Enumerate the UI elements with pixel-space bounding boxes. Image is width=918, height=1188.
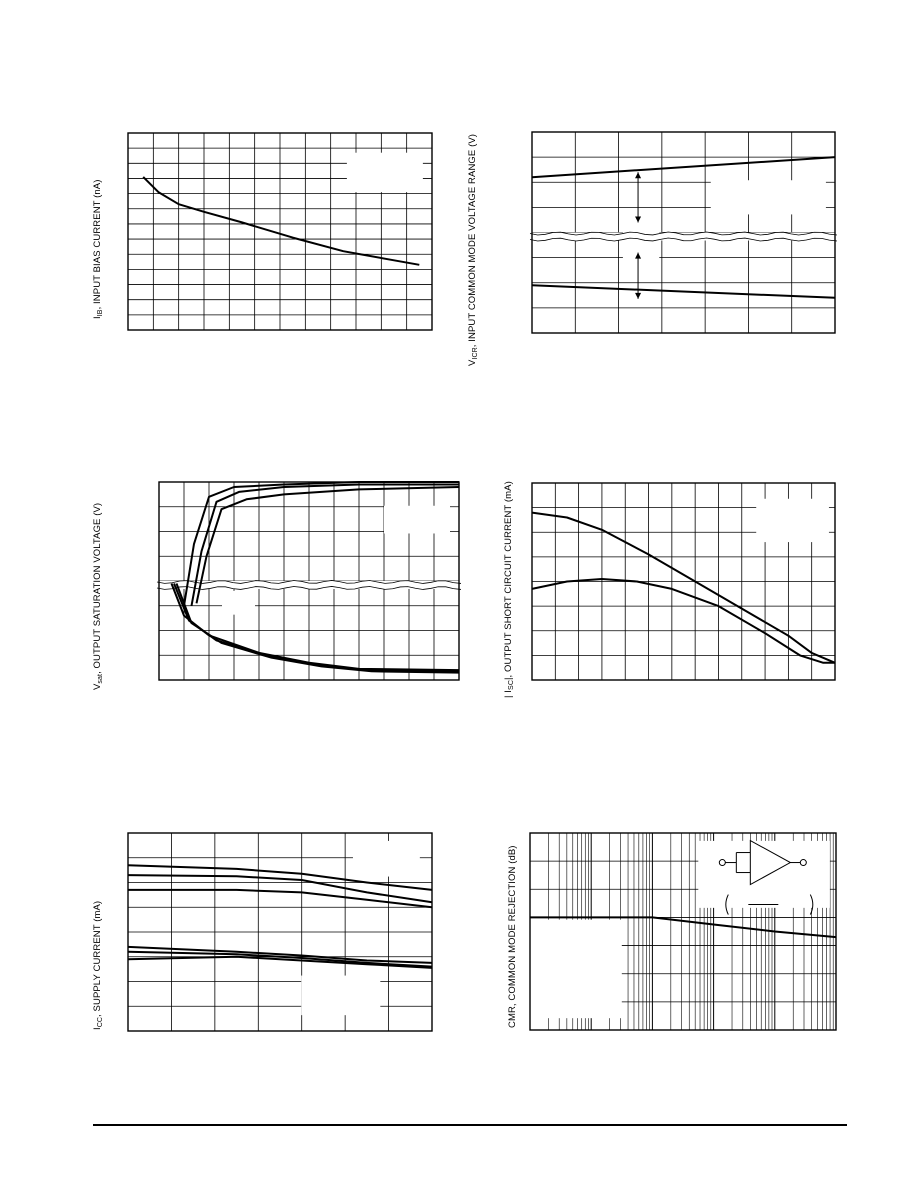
y-axis-label: $I_{CC}$, SUPPLY CURRENT (mA) (92, 900, 104, 1030)
op-amp-output-terminal (800, 860, 806, 866)
series-line-4 (128, 947, 432, 963)
grid (532, 132, 835, 333)
y-axis-label: CMR, COMMON MODE REJECTION (dB) (507, 845, 518, 1028)
plot-svg (60, 820, 440, 1050)
plot-svg (470, 460, 850, 710)
y-axis-label: $V_{sat}$, OUTPUT SATURATION VOLTAGE (V) (92, 502, 104, 690)
supply-current-chart (60, 820, 440, 1050)
y-axis-label: $I_{IB}$, INPUT BIAS CURRENT (nA) (92, 179, 104, 319)
y-axis-label: $V_{ICR}$, INPUT COMMON MODE VOLTAGE RANGE (V) (467, 133, 479, 366)
series-line-5 (174, 584, 459, 672)
series-line-6 (128, 957, 432, 968)
op-amp-input-terminal (719, 860, 725, 866)
series-line-1 (532, 157, 835, 177)
output-saturation-voltage-chart (90, 470, 470, 710)
series-line-6 (177, 584, 460, 673)
footer-rule (93, 1124, 847, 1126)
plot-svg (60, 100, 440, 340)
series-line-2 (128, 875, 432, 902)
annotation-blank (530, 920, 622, 1019)
output-short-circuit-current-chart (470, 460, 850, 710)
annotation-blank (353, 841, 420, 877)
annotation-blank (222, 591, 255, 615)
plot-svg (470, 820, 850, 1050)
annotation-blank (756, 499, 829, 542)
plot-svg (90, 470, 470, 710)
series-line-3 (128, 890, 432, 907)
annotation-blank (384, 506, 450, 534)
annotation-blank (347, 153, 423, 192)
annotation-blank (301, 976, 380, 1016)
arrow-head (635, 293, 641, 299)
annotation-blank (711, 180, 826, 214)
input-common-mode-voltage-chart (467, 100, 850, 390)
series-line-4 (172, 584, 460, 671)
common-mode-rejection-chart (470, 820, 850, 1050)
input-bias-current-chart (60, 100, 440, 340)
y-axis-label: | $I_{SC}|$, OUTPUT SHORT CIRCUIT CURRENT (mA) (503, 481, 515, 698)
arrow-head (635, 172, 641, 178)
series-line-2 (532, 285, 835, 298)
plot-svg (470, 100, 850, 390)
series-line-2 (532, 579, 835, 663)
